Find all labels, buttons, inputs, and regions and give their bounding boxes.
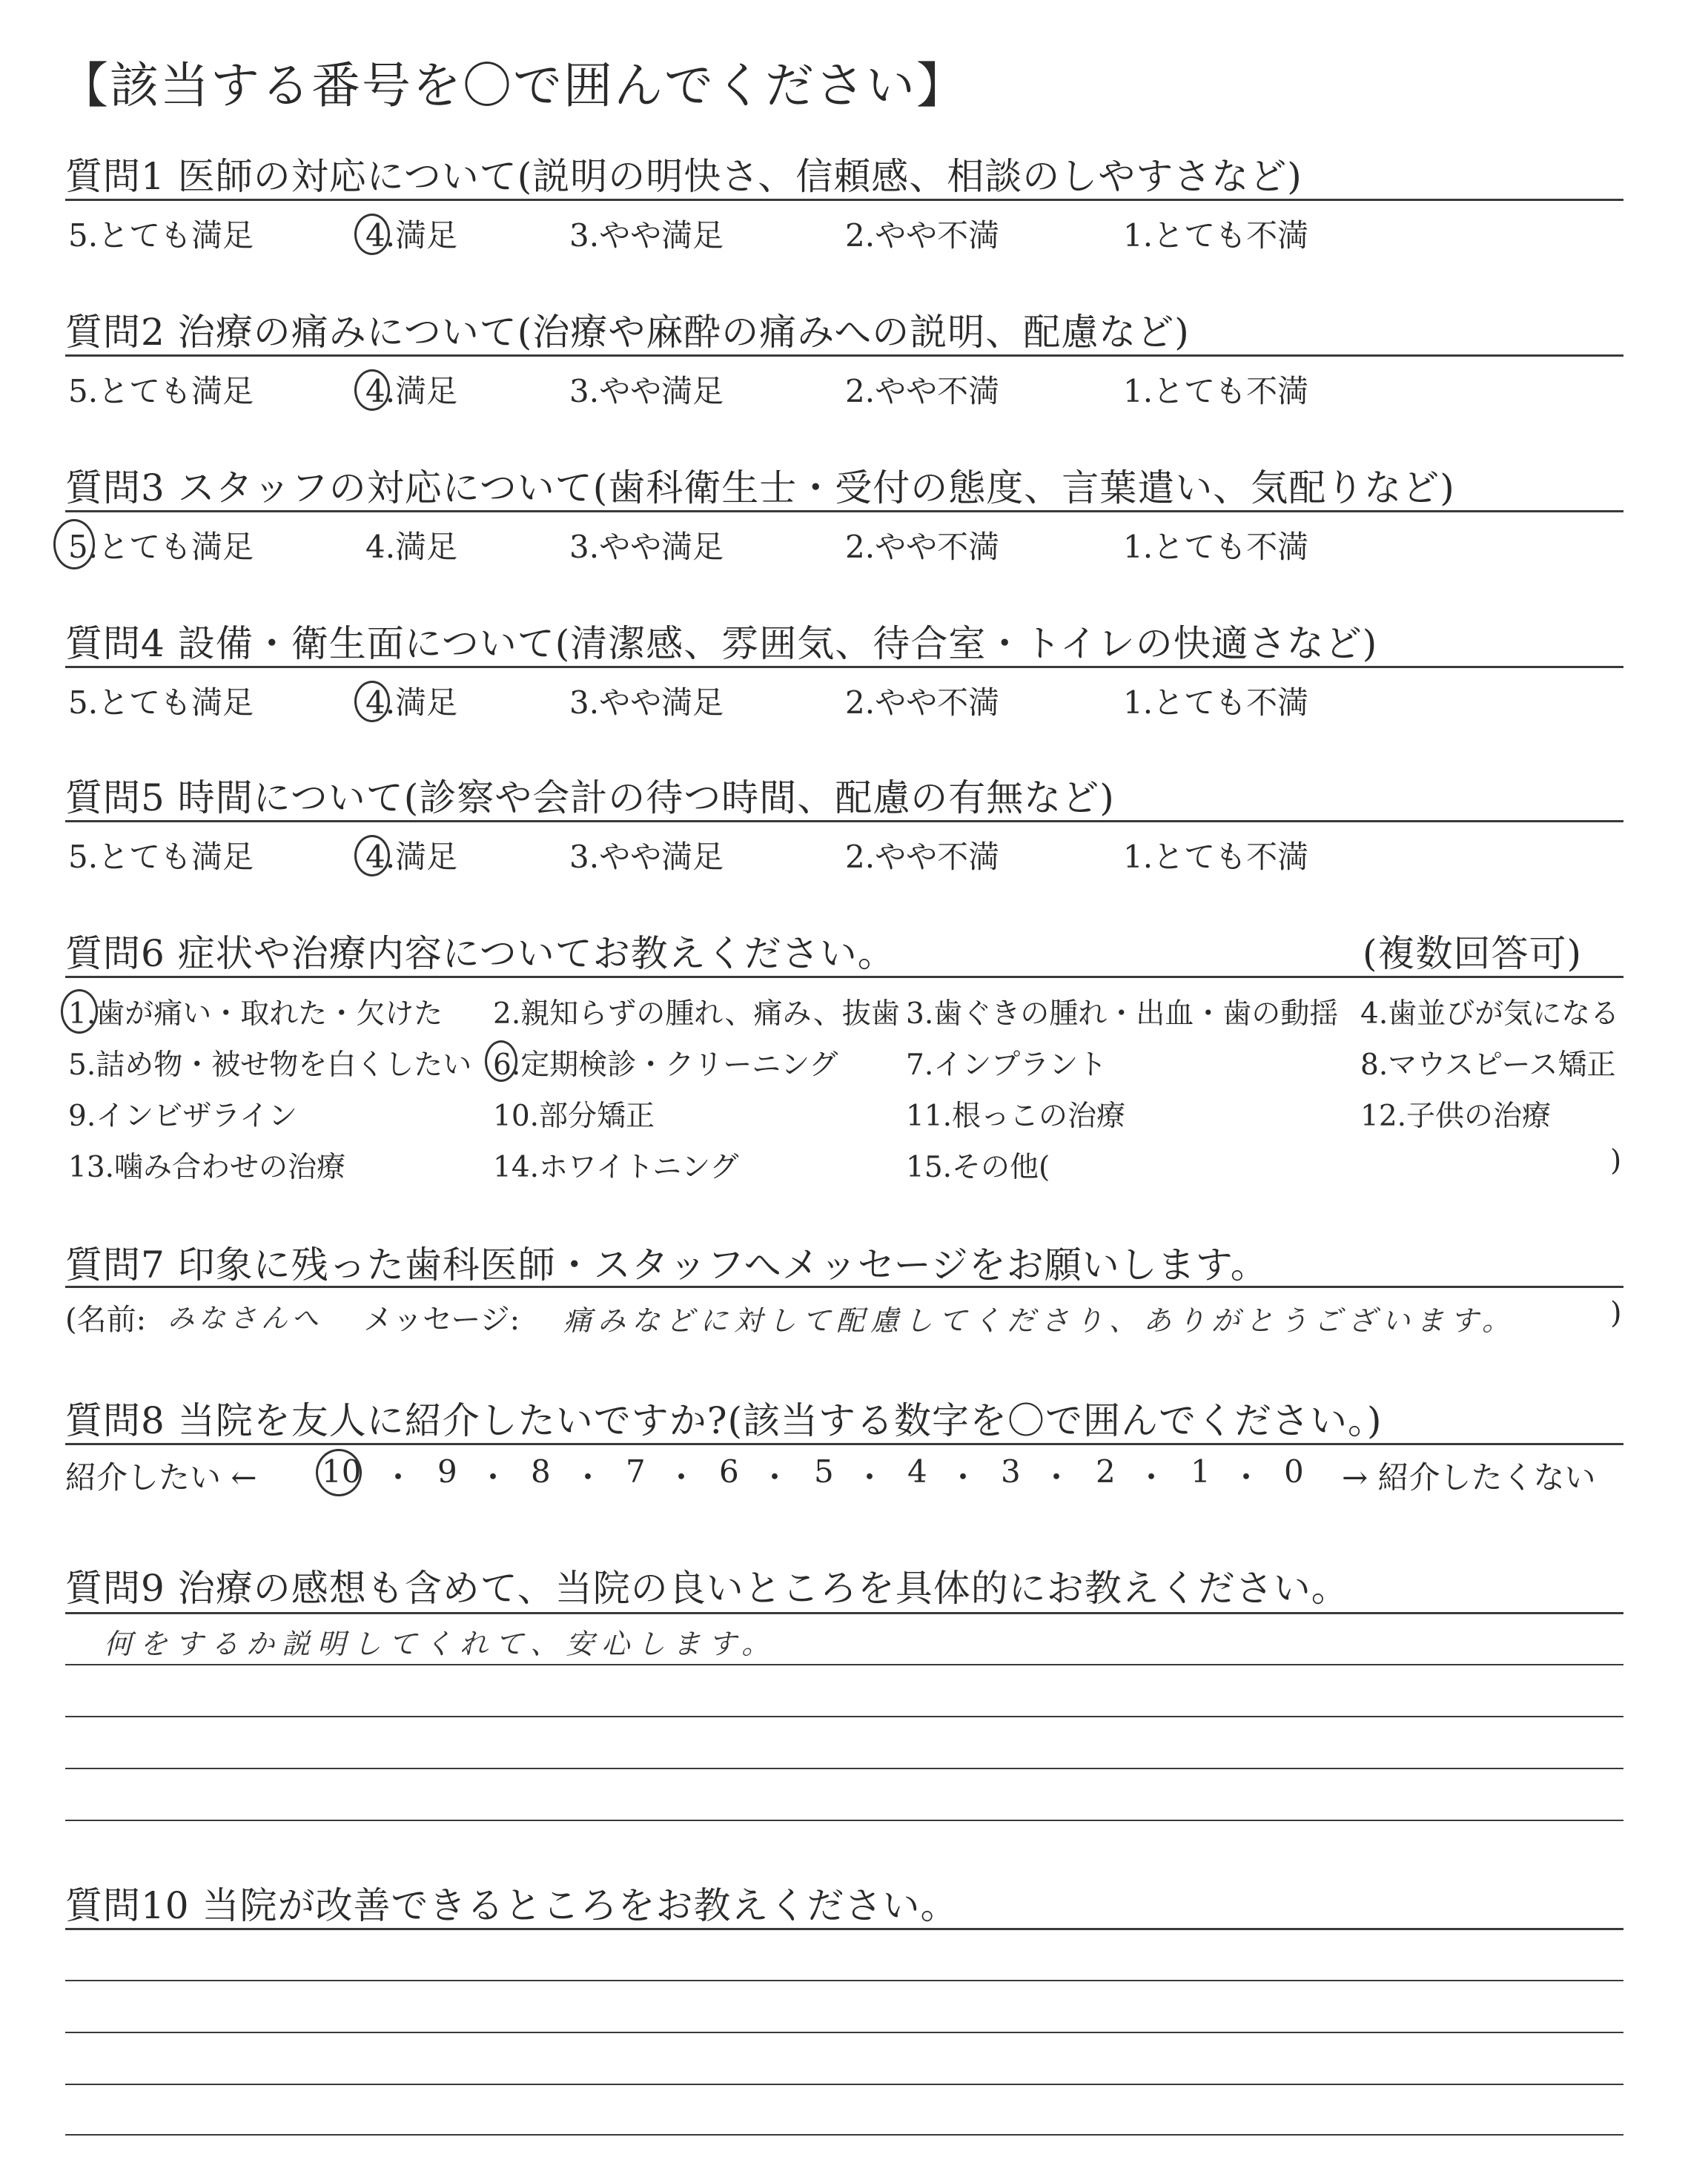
q6-close-paren: )	[1610, 1144, 1622, 1178]
q8-scale-10[interactable]: 10	[322, 1453, 362, 1490]
q8-title: 質問8 当院を友人に紹介したいですか?(該当する数字を〇で囲んでください。)	[65, 1399, 1383, 1442]
q6-option-14[interactable]: 14.ホワイトニング	[493, 1151, 739, 1184]
q9-title: 質問9 治療の感想も含めて、当院の良いところを具体的にお教えください。	[65, 1567, 1349, 1610]
q2-answer-circle	[354, 369, 390, 411]
q6-option-10[interactable]: 10.部分矯正	[493, 1100, 655, 1133]
q5-answer-circle	[354, 835, 390, 876]
q8-scale-dot: ・	[1041, 1459, 1073, 1496]
q7-message-label: メッセージ:	[363, 1303, 520, 1337]
q5-option-3[interactable]: 3.やや満足	[569, 839, 724, 875]
q2-option-1[interactable]: 1.とても不満	[1123, 373, 1309, 409]
q2-option-2[interactable]: 2.やや不満	[845, 373, 1000, 409]
q2-rule	[65, 354, 1623, 357]
q1-rule	[65, 199, 1623, 201]
q8-scale-1[interactable]: 1	[1191, 1453, 1211, 1490]
q9-rule-5	[65, 1820, 1623, 1821]
q8-scale-dot: ・	[383, 1459, 414, 1496]
q2-title: 質問2 治療の痛みについて(治療や麻酔の痛みへの説明、配慮など)	[65, 311, 1190, 354]
q10-rule-3	[65, 2032, 1623, 2033]
q8-scale-0[interactable]: 0	[1284, 1453, 1304, 1490]
q6-option-7[interactable]: 7.インプラント	[906, 1048, 1108, 1082]
q4-answer-circle	[354, 681, 390, 722]
q3-option-1[interactable]: 1.とても不満	[1123, 529, 1309, 565]
q4-rule	[65, 666, 1623, 668]
q7-name-label: (名前:	[65, 1303, 147, 1337]
q4-option-4[interactable]: 4.満足	[365, 684, 458, 721]
q6-option-6[interactable]: 6.定期検診・クリーニング	[493, 1048, 838, 1082]
q8-scale-dot: ・	[759, 1459, 791, 1496]
q8-scale-dot: ・	[854, 1459, 886, 1496]
q9-answer-text[interactable]: 何をするか説明してくれて、安心します。	[104, 1628, 778, 1660]
q8-scale-9[interactable]: 9	[437, 1453, 457, 1490]
q8-left-label: 紹介したい ←	[65, 1459, 257, 1496]
q6-option-5[interactable]: 5.詰め物・被せ物を白くしたい	[68, 1048, 472, 1082]
q5-option-2[interactable]: 2.やや不満	[845, 839, 1000, 875]
q6-option-15[interactable]: 15.その他(	[906, 1151, 1050, 1184]
q9-rule-4	[65, 1768, 1623, 1769]
q8-right-label: → 紹介したくない	[1342, 1459, 1596, 1496]
q7-close-paren: )	[1610, 1296, 1622, 1330]
q8-scale-2[interactable]: 2	[1096, 1453, 1116, 1490]
q5-option-5[interactable]: 5.とても満足	[68, 839, 254, 875]
q10-rule-4	[65, 2084, 1623, 2085]
q8-scale-dot: ・	[666, 1459, 698, 1496]
q1-option-4[interactable]: 4.満足	[365, 217, 458, 254]
q4-option-2[interactable]: 2.やや不満	[845, 684, 1000, 721]
q6-title: 質問6 症状や治療内容についてお教えください。	[65, 932, 896, 975]
q6-note: (複数回答可)	[1363, 932, 1583, 975]
q6-option-13[interactable]: 13.噛み合わせの治療	[68, 1151, 346, 1184]
q1-answer-circle	[354, 214, 390, 255]
form-header: 【該当する番号を〇で囲んでください】	[59, 57, 967, 114]
q2-option-4[interactable]: 4.満足	[365, 373, 458, 409]
q8-answer-circle	[316, 1449, 362, 1496]
q6-option-12[interactable]: 12.子供の治療	[1360, 1100, 1552, 1133]
q10-rule-2	[65, 1980, 1623, 1981]
q6-option-9[interactable]: 9.インビザライン	[68, 1100, 298, 1133]
q8-scale-7[interactable]: 7	[626, 1453, 646, 1490]
q7-message-value[interactable]: 痛みなどに対して配慮してくださり、ありがとうございます。	[563, 1304, 1516, 1337]
q1-option-2[interactable]: 2.やや不満	[845, 217, 1000, 254]
q3-option-3[interactable]: 3.やや満足	[569, 529, 724, 565]
q1-option-5[interactable]: 5.とても満足	[68, 217, 254, 254]
q3-option-2[interactable]: 2.やや不満	[845, 529, 1000, 565]
q6-option-8[interactable]: 8.マウスピース矯正	[1360, 1048, 1616, 1082]
q8-scale-8[interactable]: 8	[531, 1453, 551, 1490]
q7-name-value[interactable]: みなさんへ	[168, 1304, 323, 1334]
q5-title: 質問5 時間について(診察や会計の待つ時間、配慮の有無など)	[65, 776, 1115, 819]
q4-option-3[interactable]: 3.やや満足	[569, 684, 724, 721]
q4-title: 質問4 設備・衛生面について(清潔感、雰囲気、待合室・トイレの快適さなど)	[65, 622, 1378, 665]
q3-answer-circle	[53, 519, 95, 569]
q4-option-1[interactable]: 1.とても不満	[1123, 684, 1309, 721]
q7-rule	[65, 1286, 1623, 1288]
q1-option-3[interactable]: 3.やや満足	[569, 217, 724, 254]
q4-option-5[interactable]: 5.とても満足	[68, 684, 254, 721]
q2-option-3[interactable]: 3.やや満足	[569, 373, 724, 409]
q8-scale-5[interactable]: 5	[814, 1453, 834, 1490]
q6-answer-circle-6	[485, 1040, 517, 1082]
q8-scale-dot: ・	[947, 1459, 979, 1496]
q7-title: 質問7 印象に残った歯科医師・スタッフへメッセージをお願いします。	[65, 1244, 1268, 1287]
q6-option-3[interactable]: 3.歯ぐきの腫れ・出血・歯の動揺	[906, 997, 1339, 1031]
q5-option-1[interactable]: 1.とても不満	[1123, 839, 1309, 875]
q8-rule	[65, 1443, 1623, 1445]
q8-scale-dot: ・	[572, 1459, 604, 1496]
q8-scale-6[interactable]: 6	[719, 1453, 739, 1490]
q9-rule-2	[65, 1664, 1623, 1665]
q2-option-5[interactable]: 5.とても満足	[68, 373, 254, 409]
q6-rule	[65, 976, 1623, 978]
q6-option-2[interactable]: 2.親知らずの腫れ、痛み、抜歯	[493, 997, 900, 1031]
q6-option-1[interactable]: 1.歯が痛い・取れた・欠けた	[68, 997, 443, 1031]
q1-option-1[interactable]: 1.とても不満	[1123, 217, 1309, 254]
q1-title: 質問1 医師の対応について(説明の明快さ、信頼感、相談のしやすさなど)	[65, 155, 1302, 198]
q5-option-4[interactable]: 4.満足	[365, 839, 458, 875]
q3-rule	[65, 510, 1623, 512]
q3-title: 質問3 スタッフの対応について(歯科衛生士・受付の態度、言葉遣い、気配りなど)	[65, 466, 1455, 509]
q6-option-11[interactable]: 11.根っこの治療	[906, 1100, 1126, 1133]
q8-scale-dot: ・	[477, 1459, 509, 1496]
q8-scale-4[interactable]: 4	[907, 1453, 927, 1490]
q6-answer-circle-1	[61, 989, 98, 1034]
q3-option-5[interactable]: 5.とても満足	[68, 529, 254, 565]
q8-scale-dot: ・	[1231, 1459, 1262, 1496]
q9-rule-1	[65, 1612, 1623, 1614]
q9-rule-3	[65, 1716, 1623, 1717]
q5-rule	[65, 820, 1623, 822]
q6-option-4[interactable]: 4.歯並びが気になる	[1360, 997, 1620, 1031]
q10-title: 質問10 当院が改善できるところをお教えください。	[65, 1884, 959, 1927]
q8-scale-dot: ・	[1136, 1459, 1168, 1496]
q10-rule-1	[65, 1928, 1623, 1930]
q10-rule-5	[65, 2134, 1623, 2136]
q8-scale-3[interactable]: 3	[1001, 1453, 1021, 1490]
q3-option-4[interactable]: 4.満足	[365, 529, 458, 565]
